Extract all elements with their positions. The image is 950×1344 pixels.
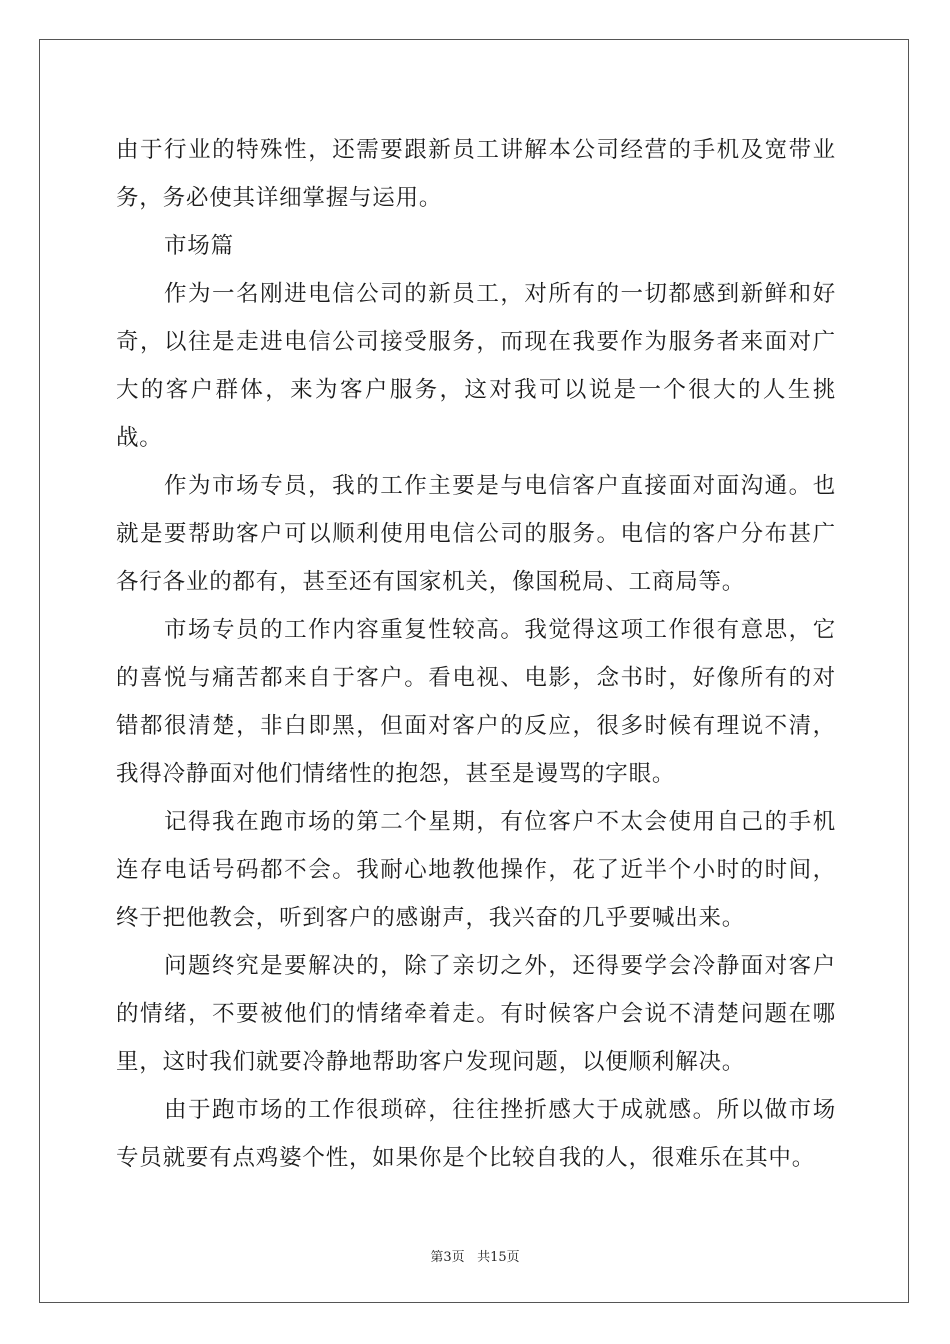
page-footer <box>0 1246 950 1265</box>
paragraph: 记得我在跑市场的第二个星期，有位客户不太会使用自己的手机连存电话号码都不会。我耐心地教他操作，花了近半个小时的时间，终于把他教会，听到客户的感谢声，我兴奋的几乎要喊出来。 <box>116 809 836 931</box>
document-body <box>116 126 836 1182</box>
section-heading: 市场篇 <box>164 233 234 259</box>
paragraph: 作为一名刚进电信公司的新员工，对所有的一切都感到新鲜和好奇，以往是走进电信公司接受服务，而现在我要作为服务者来面对广大的客户群体，来为客户服务，这对我可以说是一个很大的人生挑战。 <box>116 281 836 451</box>
paragraph: 问题终究是要解决的，除了亲切之外，还得要学会冷静面对客户的情绪，不要被他们的情绪牵着走。有时候客户会说不清楚问题在哪里，这时我们就要冷静地帮助客户发现问题，以便顺利解决。 <box>116 953 836 1075</box>
paragraph: 由于行业的特殊性，还需要跟新员工讲解本公司经营的手机及宽带业务，务必使其详细掌握与运用。 <box>116 137 836 211</box>
paragraph: 市场专员的工作内容重复性较高。我觉得这项工作很有意思，它的喜悦与痛苦都来自于客户。看电视、电影，念书时，好像所有的对错都很清楚，非白即黑，但面对客户的反应，很多时候有理说不清，我得冷静面对他们情绪性的抱怨，甚至是谩骂的字眼。 <box>116 617 836 787</box>
page-total: 共15页 <box>477 1250 520 1265</box>
paragraph: 作为市场专员，我的工作主要是与电信客户直接面对面沟通。也就是要帮助客户可以顺利使用电信公司的服务。电信的客户分布甚广各行各业的都有，甚至还有国家机关，像国税局、工商局等。 <box>116 473 836 595</box>
paragraph: 由于跑市场的工作很琐碎，往往挫折感大于成就感。所以做市场专员就要有点鸡婆个性，如果你是个比较自我的人，很难乐在其中。 <box>116 1097 836 1171</box>
page-number: 第3页 <box>430 1250 465 1265</box>
